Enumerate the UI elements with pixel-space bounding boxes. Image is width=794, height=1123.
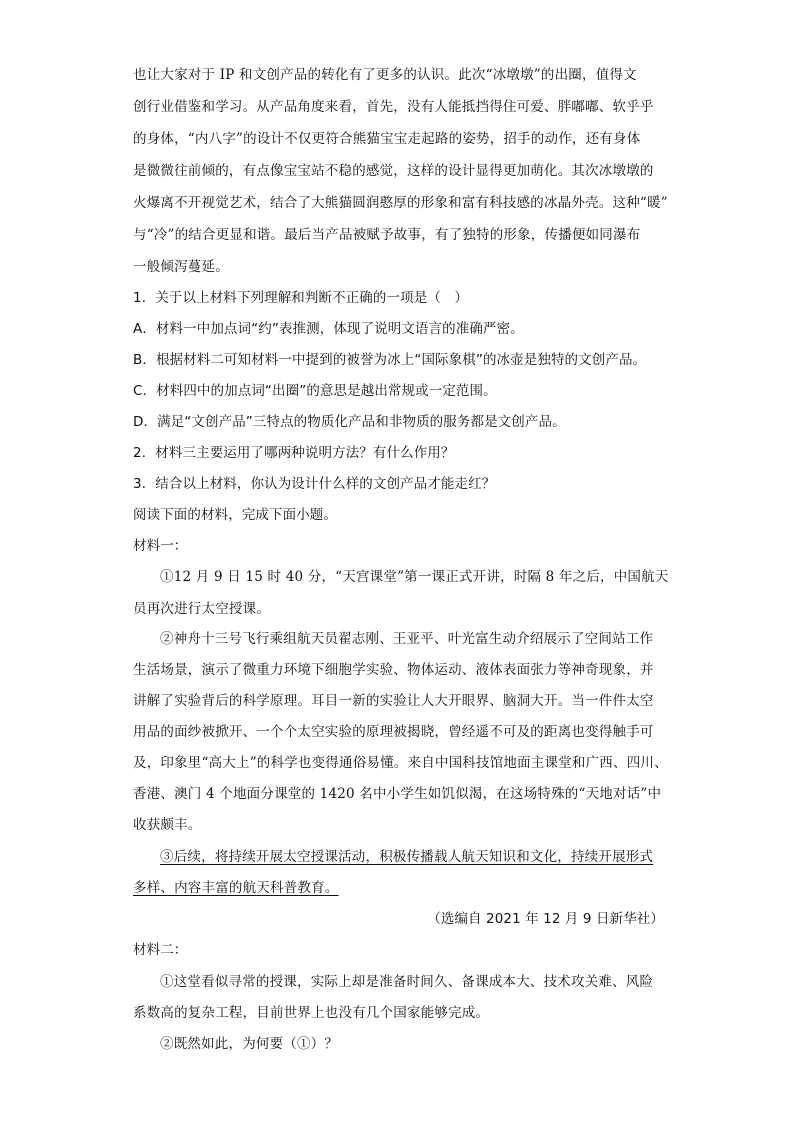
option-c: C．材料四中的加点词“出圈”的意思是越出常规或一定范围。 [133,383,497,399]
text-line: 是微微往前倾的，有点像宝宝站不稳的感觉，这样的设计显得更加萌化。其次冰墩墩的 [133,163,654,179]
text-line: 的身体，“内八字”的设计不仅更符合熊猫宝宝走起路的姿势，招手的动作，还有身体 [133,131,641,147]
text-line: 及，印象里“高大上”的科学也变得通俗易懂。来自中国科技馆地面主课堂和广西、四川、 [133,755,668,771]
underlined-line: 多样、内容丰富的航天科普教育。 [133,880,339,896]
text-line: ②神舟十三号飞行乘组航天员翟志刚、王亚平、叶光富生动介绍展示了空间站工作 [160,631,654,647]
text-line: ①这堂看似寻常的授课，实际上却是准备时间久、备课成本大、技术攻关难、风险 [160,974,654,990]
text-line: 系数高的复杂工程，目前世界上也没有几个国家能够完成。 [133,1005,490,1021]
question-1: 1．关于以上材料下列理解和判断不正确的一项是（ ） [133,290,469,306]
question-3: 3．结合以上材料，你认为设计什么样的文创产品才能走红？ [133,476,496,492]
text-line: 创行业借鉴和学习。从产品角度来看，首先，没有人能抵挡得住可爱、胖嘟嘟、软乎乎 [133,99,654,115]
text-line: 讲解了实验背后的科学原理。耳目一新的实验让人大开眼界、脑洞大开。当一件件太空 [133,693,654,709]
text-line: ①12 月 9 日 15 时 40 分，“天宫课堂”第一课正式开讲，时隔 8 年之后，中国航天 [160,569,669,585]
text-line: 也让大家对于 IP 和文创产品的转化有了更多的认识。此次“冰墩墩”的出圈，值得文 [133,67,637,83]
text-line: ②既然如此，为何要（①）？ [160,1036,339,1052]
material-2-heading: 材料二： [133,942,188,958]
underlined-line: ③后续，将持续开展太空授课活动，积极传播载人航天知识和文化，持续开展形式 [160,849,654,865]
question-2: 2．材料三主要运用了哪两种说明方法？有什么作用？ [133,445,455,461]
text-line: 香港、澳门 4 个地面分课堂的 1420 名中小学生如饥似渴，在这场特殊的“天地对话”中 [133,786,662,802]
text-line: 与“冷”的结合更显和谐。最后当产品被赋予故事，有了独特的形象，传播便如同瀑布 [133,227,641,243]
text-line: 一般倾泻蔓延。 [133,259,229,275]
material-1-heading: 材料一： [133,538,188,554]
text-line: 火爆离不开视觉艺术，结合了大熊猫圆润憨厚的形象和富有科技感的冰晶外壳。这种“暖” [133,195,668,211]
text-line: 员再次进行太空授课。 [133,601,270,617]
source-citation: （选编自 2021 年 12 月 9 日新华社） [427,911,664,927]
option-b: B．根据材料二可知材料一中提到的被誉为冰上“国际象棋”的冰壶是独特的文创产品。 [133,352,647,368]
instruction: 阅读下面的材料，完成下面小题。 [133,507,337,523]
text-line: 生活场景，演示了微重力环境下细胞学实验、物体运动、液体表面张力等神奇现象，并 [133,662,654,678]
text-line: 用品的面纱被掀开、一个个太空实验的原理被揭晓，曾经遥不可及的距离也变得触手可 [133,724,654,740]
text-line: 收获颇丰。 [133,817,202,833]
option-d: D．满足“文创产品”三特点的物质化产品和非物质的服务都是文创产品。 [133,414,566,430]
option-a: A．材料一中加点词“约”表推测，体现了说明文语言的准确严密。 [133,321,524,337]
